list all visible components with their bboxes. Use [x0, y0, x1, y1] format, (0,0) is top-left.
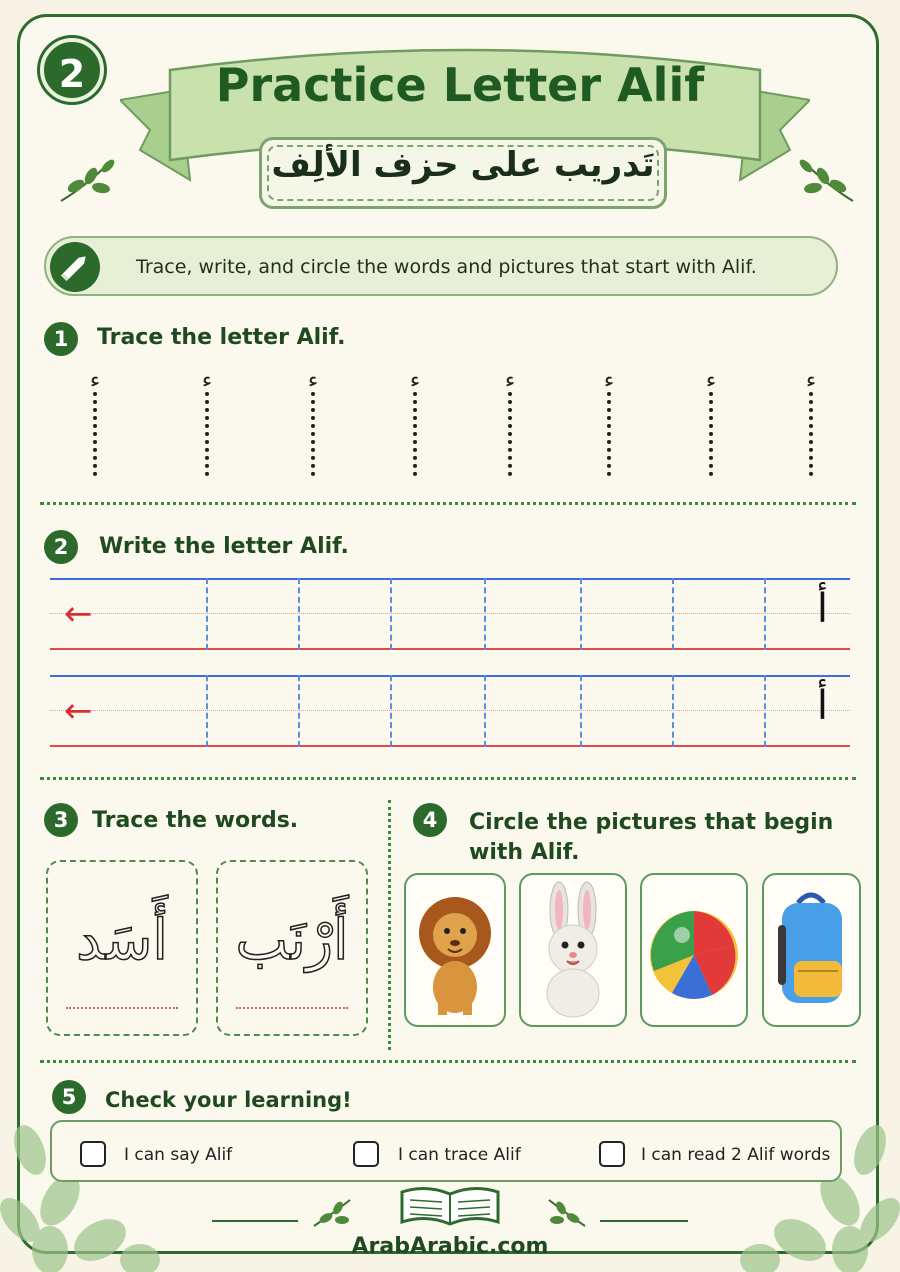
trace-word-card-asad[interactable]: [46, 860, 198, 1036]
picture-card-ball[interactable]: [640, 873, 748, 1027]
leaf-sprig-icon: [310, 1196, 354, 1230]
rabbit-icon: [521, 875, 625, 1025]
section-divider: [40, 1060, 856, 1063]
trace-word-card-arnab[interactable]: [216, 860, 368, 1036]
trace-word-asad: أَسَد: [76, 908, 168, 973]
page-number-badge: 2: [40, 38, 104, 102]
left-arrow-icon: ←: [64, 594, 93, 634]
column-divider: [388, 800, 391, 1050]
section-3-number: 3: [44, 803, 78, 837]
pencil-icon: [50, 242, 100, 292]
section-divider: [40, 777, 856, 780]
ball-icon: [642, 875, 746, 1025]
instruction-text: Trace, write, and circle the words and pictures that start with Alif.: [136, 256, 757, 278]
writing-row-1[interactable]: [50, 578, 850, 650]
trace-alif-3[interactable]: ء: [298, 368, 328, 480]
trace-alif-7[interactable]: ء: [696, 368, 726, 480]
trace-word-arnab: أَرْنَب: [235, 908, 349, 973]
checkbox-read-words[interactable]: [599, 1141, 625, 1167]
section-5-number: 5: [52, 1080, 86, 1114]
checkbox-label: I can say Alif: [124, 1145, 233, 1165]
footer-divider: [212, 1220, 298, 1222]
trace-alif-6[interactable]: ء: [594, 368, 624, 480]
model-letter-alif: أ: [816, 683, 828, 729]
left-arrow-icon: ←: [64, 691, 93, 731]
picture-card-lion[interactable]: [404, 873, 506, 1027]
footer-site-name[interactable]: ArabArabic.com: [351, 1234, 549, 1259]
backpack-icon: [764, 875, 859, 1025]
trace-alif-4[interactable]: ء: [400, 368, 430, 480]
checkbox-trace-alif[interactable]: [353, 1141, 379, 1167]
lion-icon: [406, 875, 504, 1025]
writing-row-2[interactable]: [50, 675, 850, 747]
leaf-sprig-left-icon: [56, 156, 118, 208]
section-5-title: Check your learning!: [105, 1088, 352, 1112]
page-title: Practice Letter Alif: [215, 58, 705, 112]
section-1-title: Trace the letter Alif.: [97, 325, 346, 350]
section-divider: [40, 502, 856, 505]
trace-alif-2[interactable]: ء: [192, 368, 222, 480]
picture-card-backpack[interactable]: [762, 873, 861, 1027]
leaf-sprig-right-icon: [796, 156, 858, 208]
section-2-title: Write the letter Alif.: [99, 534, 349, 559]
section-2-number: 2: [44, 530, 78, 564]
trace-alif-8[interactable]: ء: [796, 368, 826, 480]
model-letter-alif: أ: [816, 586, 828, 632]
arabic-title: تَدريب على حزف الألِف: [271, 145, 655, 185]
footer-divider: [600, 1220, 688, 1222]
section-4-title: Circle the pictures that begin with Alif.: [469, 810, 834, 865]
section-1-number: 1: [44, 322, 78, 356]
open-book-icon: [398, 1182, 502, 1230]
checkbox-label: I can trace Alif: [398, 1145, 521, 1165]
trace-alif-5[interactable]: ء: [495, 368, 525, 480]
section-4-number: 4: [413, 803, 447, 837]
checkbox-say-alif[interactable]: [80, 1141, 106, 1167]
picture-card-rabbit[interactable]: [519, 873, 627, 1027]
section-3-title: Trace the words.: [92, 808, 299, 833]
leaf-sprig-icon: [545, 1196, 589, 1230]
trace-alif-1[interactable]: ء: [80, 368, 110, 480]
checkbox-label: I can read 2 Alif words: [641, 1145, 831, 1165]
